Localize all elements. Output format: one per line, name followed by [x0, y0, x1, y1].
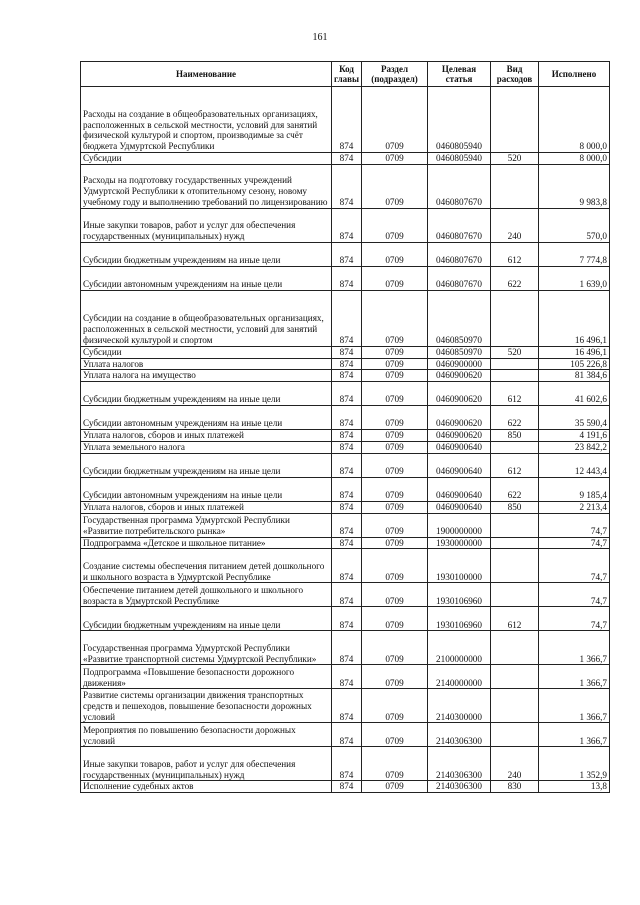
- row-name: Субсидии: [81, 346, 332, 358]
- table-row: [81, 501, 610, 513]
- row-amount: 9 983,8: [539, 164, 610, 208]
- row-target: 0460900640: [428, 441, 491, 453]
- row-name: Подпрограмма «Повышение безопасности дорожного движения»: [81, 665, 332, 689]
- row-section: 0709: [362, 430, 428, 442]
- row-section: 0709: [362, 406, 428, 430]
- row-target: 1930106960: [428, 607, 491, 631]
- row-target: 1930100000: [428, 549, 491, 583]
- table-row: [81, 689, 610, 723]
- row-name: Субсидии на создание в общеобразовательных организациях, расположенных в сельской местности, условий для занятий физической культурой и спортом: [81, 290, 332, 346]
- row-name: Субсидии автономным учреждениям на иные цели: [81, 477, 332, 501]
- table-row: [81, 266, 610, 290]
- row-amount: 74,7: [539, 583, 610, 607]
- table-header-row: [81, 62, 610, 87]
- row-code: 874: [332, 266, 362, 290]
- row-section: 0709: [362, 382, 428, 406]
- row-type: [491, 358, 539, 370]
- table-row: [81, 290, 610, 346]
- row-amount: 74,7: [539, 513, 610, 537]
- row-target: 0460850970: [428, 346, 491, 358]
- table-row: [81, 513, 610, 537]
- row-code: 874: [332, 477, 362, 501]
- row-target: 0460850970: [428, 290, 491, 346]
- row-target: 2140300000: [428, 689, 491, 723]
- row-name: Государственная программа Удмуртской Республики «Развитие транспортной системы Удмуртской Республики»: [81, 631, 332, 665]
- row-type: 622: [491, 406, 539, 430]
- row-type: [491, 513, 539, 537]
- row-code: 874: [332, 346, 362, 358]
- table-row: [81, 631, 610, 665]
- row-type: 612: [491, 453, 539, 477]
- row-name: Обеспечение питанием детей дошкольного и школьного возраста в Удмуртской Республике: [81, 583, 332, 607]
- row-section: 0709: [362, 242, 428, 266]
- row-type: 622: [491, 477, 539, 501]
- row-section: 0709: [362, 370, 428, 382]
- row-amount: 16 496,1: [539, 346, 610, 358]
- row-type: [491, 665, 539, 689]
- row-amount: 570,0: [539, 208, 610, 242]
- row-name: Уплата налога на имущество: [81, 370, 332, 382]
- row-section: 0709: [362, 441, 428, 453]
- row-name: Расходы на подготовку государственных учреждений Удмуртской Республики к отопительному сезону, новому учебному году и выполнению требований по лицензированию: [81, 164, 332, 208]
- row-type: [491, 370, 539, 382]
- table-row: [81, 406, 610, 430]
- row-code: 874: [332, 747, 362, 781]
- row-target: 0460900620: [428, 370, 491, 382]
- row-target: 2140306300: [428, 781, 491, 793]
- row-code: 874: [332, 513, 362, 537]
- row-amount: 1 366,7: [539, 723, 610, 747]
- row-name: Субсидии автономным учреждениям на иные цели: [81, 406, 332, 430]
- row-name: Исполнение судебных актов: [81, 781, 332, 793]
- table-row: [81, 537, 610, 549]
- row-code: 874: [332, 382, 362, 406]
- row-name: Субсидии бюджетным учреждениям на иные цели: [81, 453, 332, 477]
- header-target: Целевая статья: [428, 62, 491, 87]
- row-code: 874: [332, 370, 362, 382]
- row-section: 0709: [362, 453, 428, 477]
- row-section: 0709: [362, 537, 428, 549]
- row-type: [491, 164, 539, 208]
- header-code: Код главы: [332, 62, 362, 87]
- table-row: [81, 153, 610, 165]
- row-type: [491, 87, 539, 153]
- row-target: 0460900620: [428, 406, 491, 430]
- row-type: 612: [491, 382, 539, 406]
- row-name: Государственная программа Удмуртской Республики «Развитие потребительского рынка»: [81, 513, 332, 537]
- row-code: 874: [332, 631, 362, 665]
- table-row: [81, 382, 610, 406]
- row-amount: 1 366,7: [539, 631, 610, 665]
- row-type: 850: [491, 430, 539, 442]
- row-section: 0709: [362, 747, 428, 781]
- row-code: 874: [332, 665, 362, 689]
- row-name: Уплата налогов, сборов и иных платежей: [81, 501, 332, 513]
- header-executed: Исполнено: [539, 62, 610, 87]
- row-amount: 9 185,4: [539, 477, 610, 501]
- row-section: 0709: [362, 346, 428, 358]
- row-section: 0709: [362, 607, 428, 631]
- row-section: 0709: [362, 358, 428, 370]
- row-target: 2100000000: [428, 631, 491, 665]
- table-row: [81, 358, 610, 370]
- row-amount: 1 366,7: [539, 665, 610, 689]
- row-section: 0709: [362, 290, 428, 346]
- row-amount: 81 384,6: [539, 370, 610, 382]
- row-target: 2140306300: [428, 723, 491, 747]
- row-name: Субсидии бюджетным учреждениям на иные цели: [81, 382, 332, 406]
- row-section: 0709: [362, 549, 428, 583]
- row-type: [491, 631, 539, 665]
- table-row: [81, 430, 610, 442]
- row-type: 830: [491, 781, 539, 793]
- row-type: [491, 290, 539, 346]
- row-target: 0460900640: [428, 477, 491, 501]
- row-target: 0460807670: [428, 208, 491, 242]
- header-section: Раздел (подраздел): [362, 62, 428, 87]
- row-section: 0709: [362, 208, 428, 242]
- row-section: 0709: [362, 164, 428, 208]
- row-name: Развитие системы организации движения транспортных средств и пешеходов, повышение безопасности дорожных условий: [81, 689, 332, 723]
- row-target: 0460900000: [428, 358, 491, 370]
- row-code: 874: [332, 441, 362, 453]
- row-amount: 74,7: [539, 549, 610, 583]
- row-target: 0460807670: [428, 164, 491, 208]
- row-type: 850: [491, 501, 539, 513]
- table-row: [81, 781, 610, 793]
- row-target: 0460900640: [428, 453, 491, 477]
- row-section: 0709: [362, 477, 428, 501]
- row-target: 0460900640: [428, 501, 491, 513]
- row-code: 874: [332, 164, 362, 208]
- row-section: 0709: [362, 501, 428, 513]
- row-code: 874: [332, 689, 362, 723]
- table-row: [81, 370, 610, 382]
- row-target: 1930000000: [428, 537, 491, 549]
- row-name: Субсидии автономным учреждениям на иные цели: [81, 266, 332, 290]
- row-amount: 7 774,8: [539, 242, 610, 266]
- row-amount: 74,7: [539, 607, 610, 631]
- row-code: 874: [332, 453, 362, 477]
- row-type: 520: [491, 346, 539, 358]
- table-row: [81, 242, 610, 266]
- row-section: 0709: [362, 87, 428, 153]
- header-type: Вид расходов: [491, 62, 539, 87]
- row-code: 874: [332, 537, 362, 549]
- row-amount: 2 213,4: [539, 501, 610, 513]
- page-number: 161: [312, 32, 328, 43]
- row-amount: 8 000,0: [539, 153, 610, 165]
- row-name: Иные закупки товаров, работ и услуг для обеспечения государственных (муниципальных) нужд: [81, 208, 332, 242]
- row-type: [491, 583, 539, 607]
- row-type: 612: [491, 242, 539, 266]
- row-type: 520: [491, 153, 539, 165]
- row-section: 0709: [362, 583, 428, 607]
- row-section: 0709: [362, 723, 428, 747]
- row-type: [491, 537, 539, 549]
- row-amount: 16 496,1: [539, 290, 610, 346]
- row-target: 0460807670: [428, 242, 491, 266]
- table-row: [81, 164, 610, 208]
- row-amount: 8 000,0: [539, 87, 610, 153]
- row-type: [491, 441, 539, 453]
- row-amount: 105 226,8: [539, 358, 610, 370]
- row-section: 0709: [362, 631, 428, 665]
- row-name: Субсидии бюджетным учреждениям на иные цели: [81, 242, 332, 266]
- table-row: [81, 208, 610, 242]
- table-row: [81, 441, 610, 453]
- row-code: 874: [332, 406, 362, 430]
- row-target: 0460807670: [428, 266, 491, 290]
- table-row: [81, 87, 610, 153]
- row-code: 874: [332, 549, 362, 583]
- row-section: 0709: [362, 513, 428, 537]
- row-target: 2140000000: [428, 665, 491, 689]
- row-target: 1900000000: [428, 513, 491, 537]
- row-code: 874: [332, 583, 362, 607]
- row-target: 0460805940: [428, 153, 491, 165]
- row-name: Уплата налогов, сборов и иных платежей: [81, 430, 332, 442]
- row-amount: 35 590,4: [539, 406, 610, 430]
- table-row: [81, 723, 610, 747]
- row-target: 0460900620: [428, 430, 491, 442]
- row-amount: 1 352,9: [539, 747, 610, 781]
- row-amount: 1 366,7: [539, 689, 610, 723]
- row-name: Подпрограмма «Детское и школьное питание»: [81, 537, 332, 549]
- row-type: [491, 689, 539, 723]
- row-target: 0460805940: [428, 87, 491, 153]
- row-section: 0709: [362, 266, 428, 290]
- row-code: 874: [332, 153, 362, 165]
- row-target: 2140306300: [428, 747, 491, 781]
- row-code: 874: [332, 501, 362, 513]
- table-row: [81, 477, 610, 501]
- row-name: Уплата налогов: [81, 358, 332, 370]
- row-type: 622: [491, 266, 539, 290]
- table-row: [81, 346, 610, 358]
- row-amount: 23 842,2: [539, 441, 610, 453]
- row-section: 0709: [362, 153, 428, 165]
- row-code: 874: [332, 242, 362, 266]
- row-amount: 4 191,6: [539, 430, 610, 442]
- row-type: [491, 549, 539, 583]
- row-code: 874: [332, 723, 362, 747]
- row-target: 0460900620: [428, 382, 491, 406]
- table-row: [81, 453, 610, 477]
- table-row: [81, 747, 610, 781]
- row-type: 240: [491, 208, 539, 242]
- row-name: Уплата земельного налога: [81, 441, 332, 453]
- row-section: 0709: [362, 781, 428, 793]
- row-code: 874: [332, 607, 362, 631]
- row-name: Иные закупки товаров, работ и услуг для обеспечения государственных (муниципальных) нужд: [81, 747, 332, 781]
- row-type: [491, 723, 539, 747]
- header-name: Наименование: [81, 62, 332, 87]
- row-amount: 12 443,4: [539, 453, 610, 477]
- row-section: 0709: [362, 689, 428, 723]
- row-section: 0709: [362, 665, 428, 689]
- row-type: 612: [491, 607, 539, 631]
- row-name: Субсидии бюджетным учреждениям на иные цели: [81, 607, 332, 631]
- row-name: Создание системы обеспечения питанием детей дошкольного и школьного возраста в Удмуртской Республике: [81, 549, 332, 583]
- row-code: 874: [332, 358, 362, 370]
- row-name: Мероприятия по повышению безопасности дорожных условий: [81, 723, 332, 747]
- row-amount: 74,7: [539, 537, 610, 549]
- row-amount: 1 639,0: [539, 266, 610, 290]
- row-code: 874: [332, 430, 362, 442]
- table-row: [81, 583, 610, 607]
- row-name: Расходы на создание в общеобразовательных организациях, расположенных в сельской местности, условий для занятий физической культурой и спортом, производимые за счёт бюджета Удмуртской Республики: [81, 87, 332, 153]
- row-target: 1930106960: [428, 583, 491, 607]
- row-code: 874: [332, 290, 362, 346]
- row-type: 240: [491, 747, 539, 781]
- row-amount: 41 602,6: [539, 382, 610, 406]
- budget-table: [80, 61, 610, 793]
- row-code: 874: [332, 87, 362, 153]
- row-code: 874: [332, 208, 362, 242]
- row-code: 874: [332, 781, 362, 793]
- row-amount: 13,8: [539, 781, 610, 793]
- table-row: [81, 549, 610, 583]
- table-row: [81, 607, 610, 631]
- table-row: [81, 665, 610, 689]
- row-name: Субсидии: [81, 153, 332, 165]
